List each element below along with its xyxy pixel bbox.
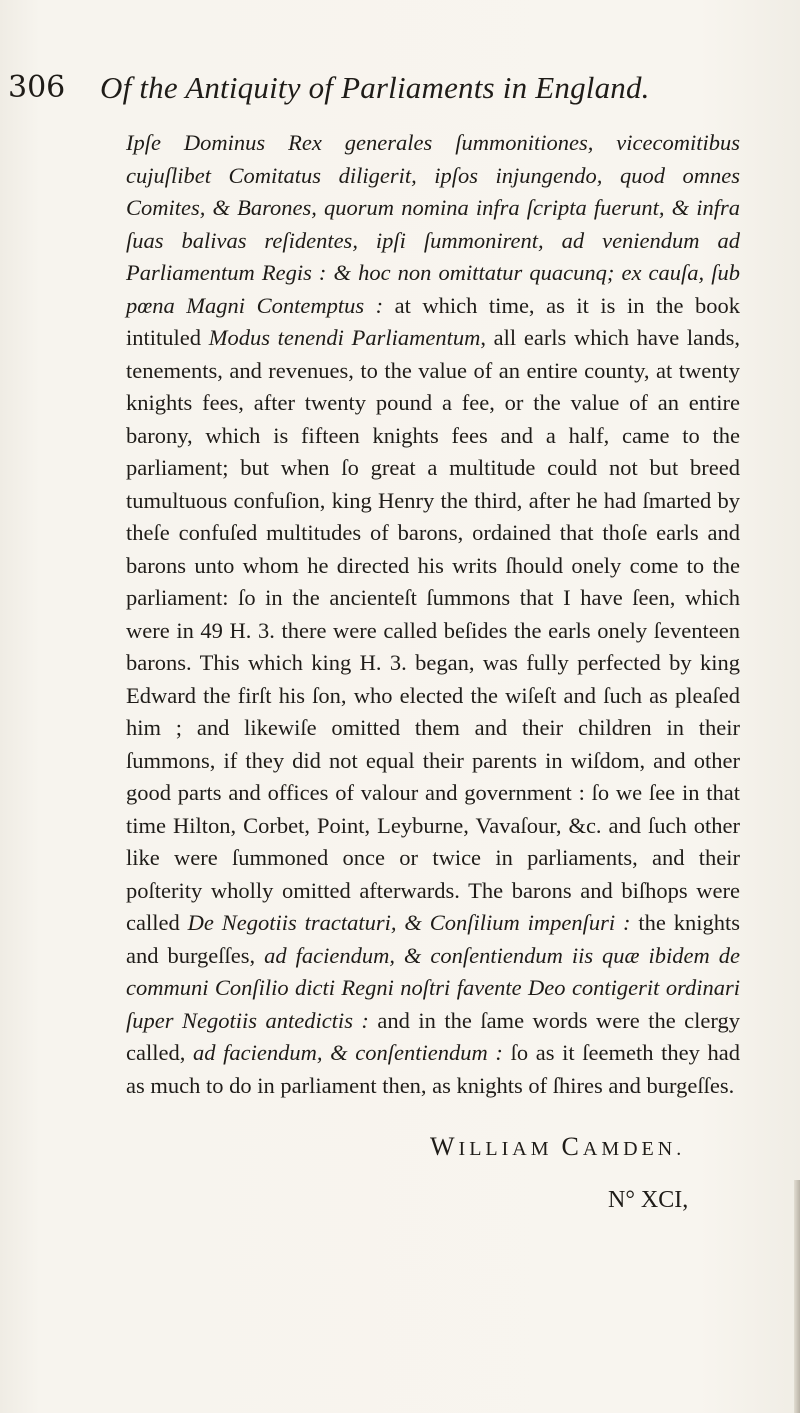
latin-book-title: Modus tenendi Parliamentum xyxy=(208,325,481,350)
signature-last-rest: AMDEN. xyxy=(582,1138,686,1160)
latin-quote-knights: ad faciendum, & conſentiendum iis quæ ibidem de communi Conſilio dicti Regni noſtri favente Deo contigerit ordinari ſuper Negotiis antedictis : xyxy=(126,942,740,1033)
text-segment-2: , all earls which have lands, tenements, and revenues, to the value of an entire county, at twenty knights fees, after twenty pound a fee, or the value of an entire barony, which is fifteen knights fees and a half, came to the parliament; but when ſo great a multitude could not but breed tumultuous confuſion, king Henry the third, after he had ſmarted by theſe confuſed multitudes of barons, ordained that thoſe earls and barons unto whom he directed his writs ſhould onely come to the parliament: ſo in the ancienteſt ſummons that I have ſeen, which were in 49 H. 3. there were called beſides the earls onely ſeventeen barons. This which king H. 3. began, was fully perfected by king Edward the firſt his ſon, who elected the wiſeſt and ſuch as pleaſed him ; and likewiſe omitted them and their children in their ſummons, if they did not equal their parents in wiſdom, and other good parts and offices of valour and government : ſo we ſee in that time Hilton, Corbet, Point, Leyburne, Vavaſour, &c. and ſuch other like were ſummoned once or twice in parliaments, and their poſterity wholly omitted afterwards. The barons and biſhops were called xyxy=(126,325,740,935)
running-title: Of the Antiquity of Parliaments in England. xyxy=(100,70,650,105)
catchword: N° XCI, xyxy=(608,1187,689,1213)
latin-quote-clergy: ad faciendum, & conſentiendum : xyxy=(193,1040,503,1065)
text-segment-4: and in the ſame words were the clergy called, xyxy=(126,1007,740,1065)
text-segment-1: at which time, as it is in the book intituled xyxy=(126,292,740,350)
page-edge-shadow xyxy=(794,1180,800,1413)
page-number: 306 xyxy=(8,70,66,105)
signature-last-initial: C xyxy=(561,1132,583,1161)
text-segment-3: the knights and burgeſſes, xyxy=(126,910,740,968)
signature-first-initial: W xyxy=(430,1132,459,1161)
latin-quote-barons: De Negotiis tractaturi, & Conſilium impenſuri : xyxy=(187,910,631,935)
text-segment-5: ſo as it ſeemeth they had as much to do in parliament then, as knights of ſhires and burgeſſes. xyxy=(126,1040,741,1098)
author-signature xyxy=(430,1132,685,1162)
body-text xyxy=(126,127,740,1102)
page-header xyxy=(0,70,800,110)
signature-first-rest: ILLIAM xyxy=(458,1138,553,1160)
main-paragraph xyxy=(126,127,740,1102)
latin-quote-summons: Ipſe Dominus Rex generales ſummonitiones, vicecomitibus cujuſlibet Comitatus diligerit, ipſos injungendo, quod omnes Comites, & Barones, quorum nomina infra ſcripta fuerunt, & infra ſuas balivas reſidentes, ipſi ſummonirent, ad veniendum ad Parliamentum Regis : & hoc non omittatur quacunq; ex cauſa, ſub pœna Magni Contemptus : xyxy=(126,130,740,318)
